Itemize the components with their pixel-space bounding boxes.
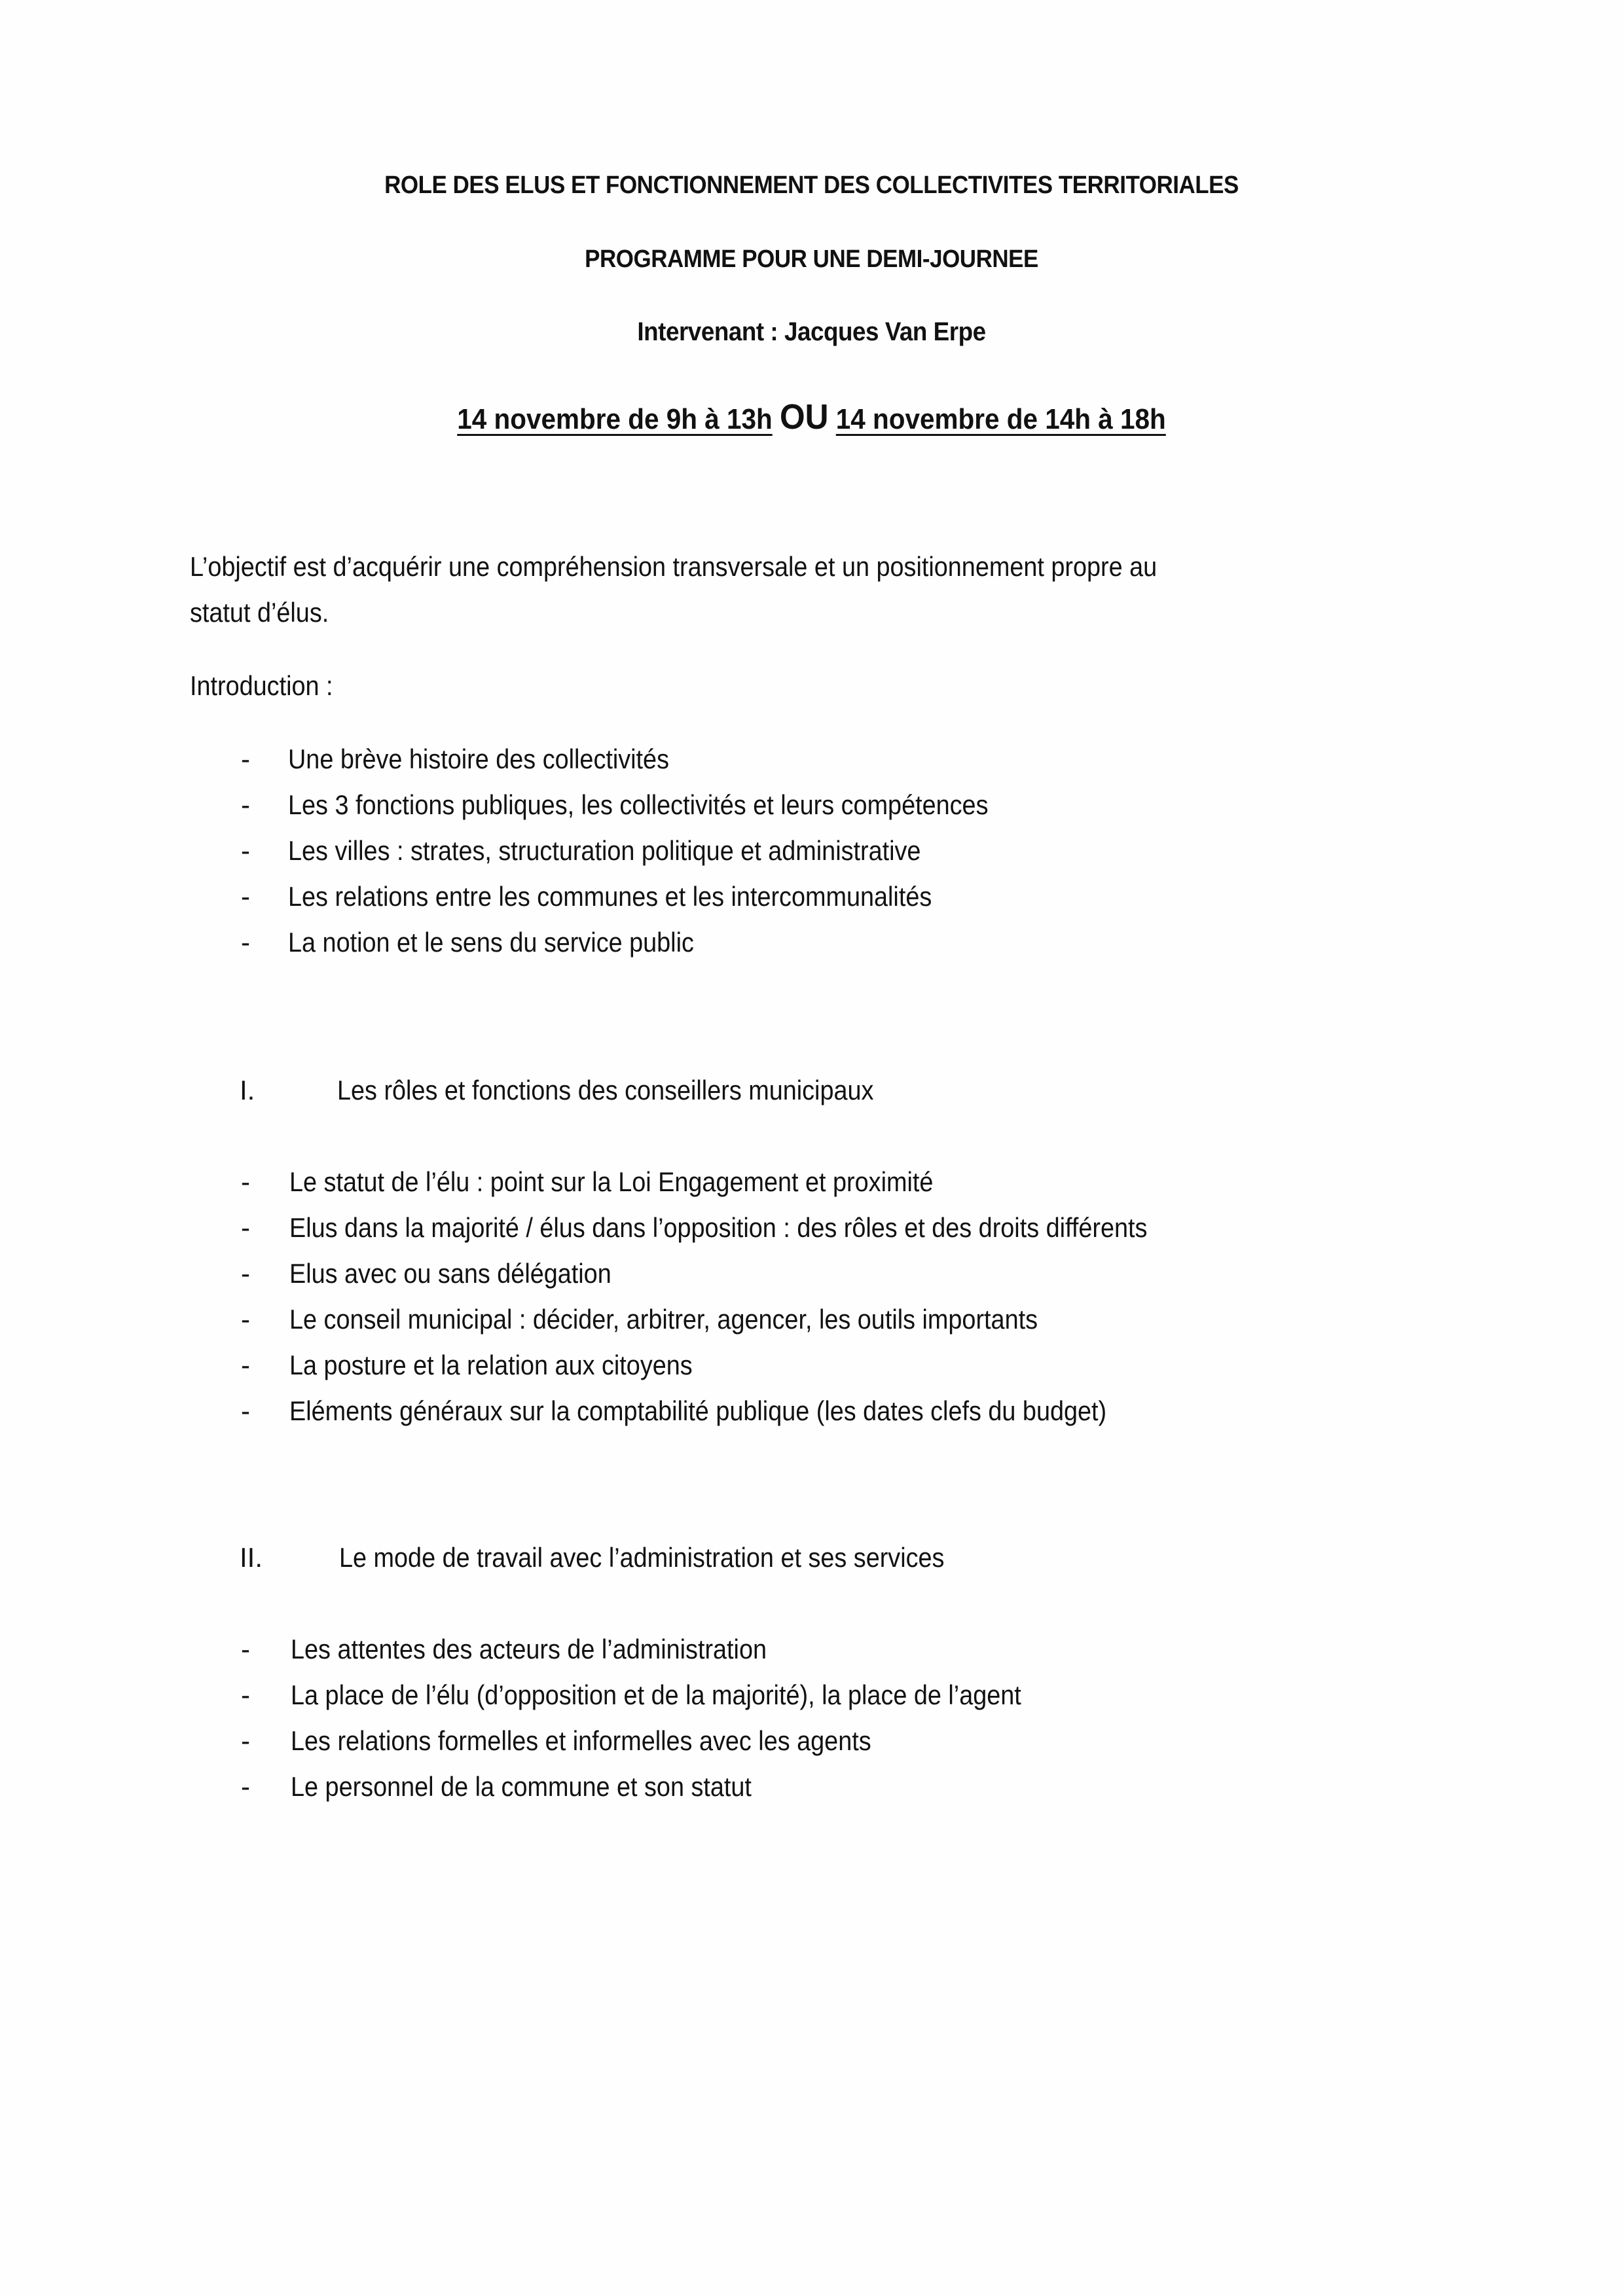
session-dates	[65, 397, 1558, 437]
bullet-dash: -	[241, 1395, 250, 1426]
bullet-dash: -	[241, 1725, 250, 1756]
list-item-text: Le conseil municipal : décider, arbitrer, agencer, les outils importants	[289, 1304, 1038, 1335]
bullet-dash: -	[241, 835, 250, 866]
document-subtitle: PROGRAMME POUR UNE DEMI-JOURNEE	[585, 245, 1038, 273]
session-1-date: 14 novembre de 9h à 13h	[457, 403, 773, 435]
introduction-label: Introduction :	[190, 670, 333, 701]
bullet-dash: -	[241, 881, 250, 912]
list-item-text: Les relations formelles et informelles avec les agents	[291, 1725, 871, 1756]
list-item-text: Elus dans la majorité / élus dans l’opposition : des rôles et des droits différents	[289, 1212, 1148, 1243]
section-1-numeral: I.	[240, 1075, 255, 1105]
bullet-dash: -	[241, 927, 250, 958]
section-1-title: Les rôles et fonctions des conseillers municipaux	[337, 1075, 874, 1105]
list-item-text: Les villes : strates, structuration politique et administrative	[288, 835, 921, 866]
bullet-dash: -	[241, 1166, 250, 1197]
bullet-dash: -	[241, 789, 250, 820]
list-item-text: Le personnel de la commune et son statut	[291, 1771, 752, 1802]
list-item-text: Les attentes des acteurs de l’administration	[291, 1634, 767, 1664]
section-2-numeral: II.	[240, 1542, 263, 1573]
speaker-line: Intervenant : Jacques Van Erpe	[637, 317, 986, 346]
bullet-dash: -	[241, 1679, 250, 1710]
bullet-dash: -	[241, 1634, 250, 1664]
list-item-text: La place de l’élu (d’opposition et de la majorité), la place de l’agent	[291, 1679, 1021, 1710]
list-item-text: Eléments généraux sur la comptabilité publique (les dates clefs du budget)	[289, 1395, 1107, 1426]
bullet-dash: -	[241, 1771, 250, 1802]
list-item-text: Les relations entre les communes et les intercommunalités	[288, 881, 932, 912]
list-item-text: Le statut de l’élu : point sur la Loi Engagement et proximité	[289, 1166, 934, 1197]
document-title: ROLE DES ELUS ET FONCTIONNEMENT DES COLLECTIVITES TERRITORIALES	[384, 171, 1239, 199]
objective-line-1: L’objectif est d’acquérir une compréhension transversale et un positionnement propre au	[190, 551, 1158, 582]
objective-line-2: statut d’élus.	[190, 597, 329, 628]
bullet-dash: -	[241, 744, 250, 774]
session-separator: OU	[779, 397, 829, 437]
section-2-title: Le mode de travail avec l’administration et ses services	[339, 1542, 945, 1573]
list-item-text: Les 3 fonctions publiques, les collectivités et leurs compétences	[288, 789, 989, 820]
list-item-text: La notion et le sens du service public	[288, 927, 694, 958]
session-2-date: 14 novembre de 14h à 18h	[835, 403, 1166, 435]
list-item-text: Une brève histoire des collectivités	[288, 744, 669, 774]
bullet-dash: -	[241, 1212, 250, 1243]
list-item-text: Elus avec ou sans délégation	[289, 1258, 611, 1289]
list-item-text: La posture et la relation aux citoyens	[289, 1350, 693, 1380]
bullet-dash: -	[241, 1350, 250, 1380]
bullet-dash: -	[241, 1304, 250, 1335]
bullet-dash: -	[241, 1258, 250, 1289]
